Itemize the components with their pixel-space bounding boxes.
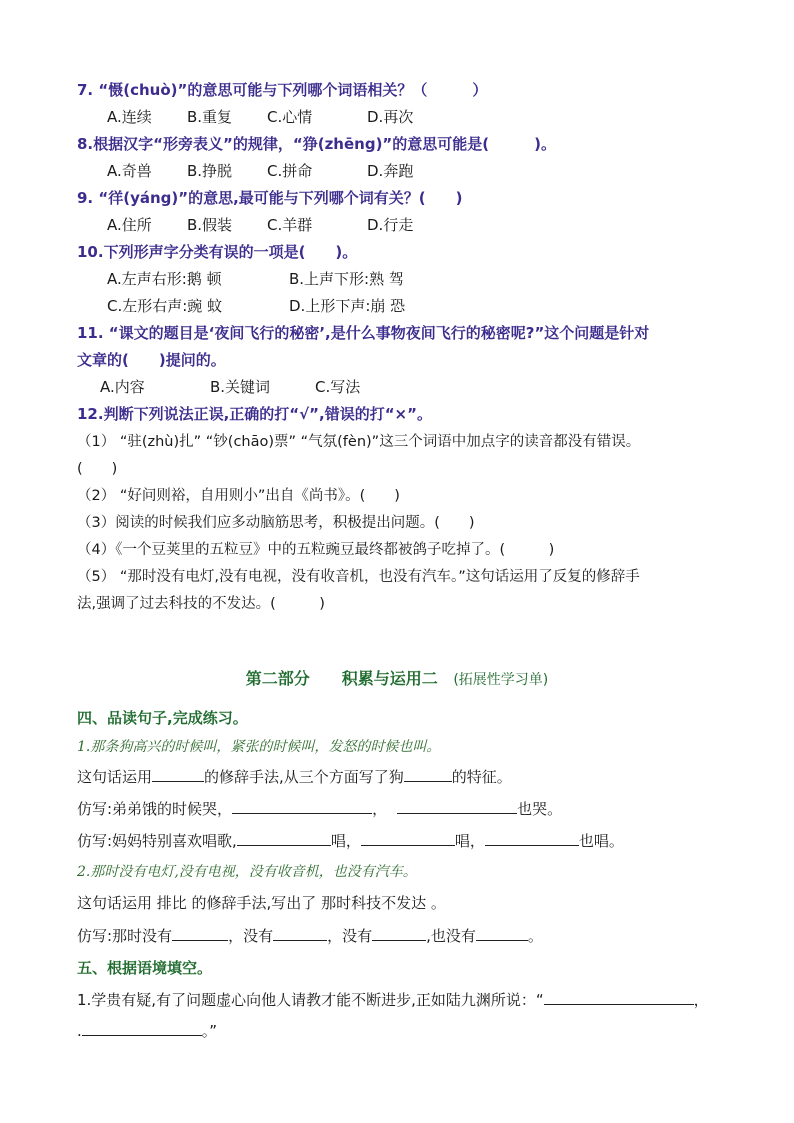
question-7-options xyxy=(107,107,413,127)
question-12-item-1-answer: ( ) xyxy=(77,461,118,477)
option-c: C.写法 xyxy=(315,378,361,396)
text: ,也没有 xyxy=(426,927,476,945)
text: 这句话运用 xyxy=(77,768,153,786)
question-8-stem: 8.根据汉字“形旁表义”的规律，“狰(zhēng)”的意思可能是( )。 xyxy=(77,135,556,153)
section-4-example-1: 1.那条狗高兴的时候叫，紧张的时候叫，发怒的时候也叫。 xyxy=(77,739,441,755)
question-9-options xyxy=(107,215,413,235)
text: 也唱。 xyxy=(578,832,624,850)
option-b: B.重复 xyxy=(187,108,233,126)
answer-blank[interactable] xyxy=(82,1021,202,1036)
question-12-item-4: （4）《一个豆荚里的五粒豆》中的五粒豌豆最终都被鸽子吃掉了。( ) xyxy=(77,542,555,558)
question-10-options-row1 xyxy=(107,269,404,289)
answer-blank[interactable] xyxy=(273,926,327,941)
question-11-stem-line2: 文章的( )提问的。 xyxy=(77,351,226,369)
text: ，没有 xyxy=(327,927,373,945)
option-d: D.再次 xyxy=(367,108,414,126)
answer-blank[interactable] xyxy=(152,767,204,782)
section-4-imitation-1 xyxy=(77,799,562,819)
question-12-stem: 12.判断下列说法正误,正确的打“√”,错误的打“×”。 xyxy=(77,405,432,423)
answer-blank[interactable] xyxy=(172,926,228,941)
question-12-item-2: （2） “好问则裕，自用则小”出自《尚书》。( ) xyxy=(77,488,400,504)
answer-blank[interactable] xyxy=(404,767,452,782)
part-two-title-main: 第二部分 积累与运用二 xyxy=(245,669,438,688)
section-4-example-2: 2.那时没有电灯,没有电视，没有收音机，也没有汽车。 xyxy=(77,864,417,880)
option-d: D.行走 xyxy=(367,216,414,234)
option-c: C.羊群 xyxy=(267,216,313,234)
option-c: C.心情 xyxy=(267,108,313,126)
text: . xyxy=(77,1022,82,1040)
answer-blank[interactable] xyxy=(485,831,579,846)
option-b: B.关键词 xyxy=(210,378,271,396)
answer-blank[interactable] xyxy=(232,799,372,814)
option-a: A.连续 xyxy=(107,108,152,126)
text: 1.学贵有疑,有了问题虚心向他人请教才能不断进步,正如陆九渊所说：“ xyxy=(77,991,544,1009)
question-10-options-row2 xyxy=(107,296,405,316)
text: 唱， xyxy=(330,832,361,850)
answer-blank[interactable] xyxy=(372,926,426,941)
question-12-item-3: （3）阅读的时候我们应多动脑筋思考，积极提出问题。( ) xyxy=(77,515,475,531)
option-a: A.内容 xyxy=(100,378,145,396)
text: ， xyxy=(372,800,388,818)
section-4-question-2: 这句话运用 排比 的修辞手法,写出了 那时科技不发达 。 xyxy=(77,894,446,912)
text: ，没有 xyxy=(228,927,274,945)
option-b: B.假装 xyxy=(187,216,233,234)
text: 仿写:妈妈特别喜欢唱歌, xyxy=(77,832,237,850)
section-5-heading: 五、根据语境填空。 xyxy=(77,959,213,977)
answer-blank[interactable] xyxy=(476,926,528,941)
question-8-options xyxy=(107,161,413,181)
answer-blank[interactable] xyxy=(237,831,331,846)
section-4-imitation-2 xyxy=(77,831,624,851)
answer-blank[interactable] xyxy=(544,990,694,1005)
question-10-stem: 10.下列形声字分类有误的一项是( )。 xyxy=(77,243,358,261)
section-4-question-1 xyxy=(77,767,512,787)
text: 的修辞手法,从三个方面写了狗 xyxy=(204,768,404,786)
text: 。” xyxy=(201,1022,218,1040)
section-4-heading: 四、品读句子,完成练习。 xyxy=(77,709,248,727)
option-d: D.奔跑 xyxy=(367,162,414,180)
option-b: B.上声下形:熟 驾 xyxy=(289,270,404,288)
option-b: B.挣脱 xyxy=(187,162,233,180)
question-12-item-5-line1: （5） “那时没有电灯,没有电视，没有收音机，也没有汽车。”这句话运用了反复的修辞手 xyxy=(77,569,640,585)
question-12-item-5-line2: 法,强调了过去科技的不发达。( ) xyxy=(77,596,325,612)
option-a: A.住所 xyxy=(107,216,152,234)
text: ， xyxy=(693,991,709,1009)
text: 仿写:弟弟饿的时候哭， xyxy=(77,800,233,818)
answer-blank[interactable] xyxy=(361,831,455,846)
option-c: C.拼命 xyxy=(267,162,313,180)
question-7-stem: 7. “慑(chuò)”的意思可能与下列哪个词语相关？（ ） xyxy=(77,81,488,99)
section-5-line-2 xyxy=(77,1021,217,1041)
question-12-item-1: （1） “驻(zhù)扎” “钞(chāo)票” “气氛(fèn)”这三个词语中加点字的读音都没有错误。 xyxy=(77,434,641,450)
part-two-title xyxy=(0,666,794,689)
option-a: A.奇兽 xyxy=(107,162,152,180)
answer-blank[interactable] xyxy=(397,799,517,814)
text: 的特征。 xyxy=(451,768,512,786)
question-11-options xyxy=(100,377,360,397)
section-5-line-1 xyxy=(77,990,709,1010)
text: 唱， xyxy=(454,832,485,850)
section-4-imitation-3 xyxy=(77,926,543,946)
question-11-stem-line1: 11. “课文的题目是‘夜间飞行的秘密’,是什么事物夜间飞行的秘密呢?”这个问题是针对 xyxy=(77,324,650,342)
text: 仿写:那时没有 xyxy=(77,927,173,945)
text: 。 xyxy=(527,927,543,945)
option-a: A.左声右形:鹅 顿 xyxy=(107,270,222,288)
question-9-stem: 9. “徉(yáng)”的意思,最可能与下列哪个词有关？( ) xyxy=(77,189,463,207)
text: 也哭。 xyxy=(517,800,563,818)
option-c: C.左形右声:豌 蚊 xyxy=(107,297,223,315)
part-two-title-sub: (拓展性学习单) xyxy=(453,672,549,688)
option-d: D.上形下声:崩 恐 xyxy=(289,297,406,315)
